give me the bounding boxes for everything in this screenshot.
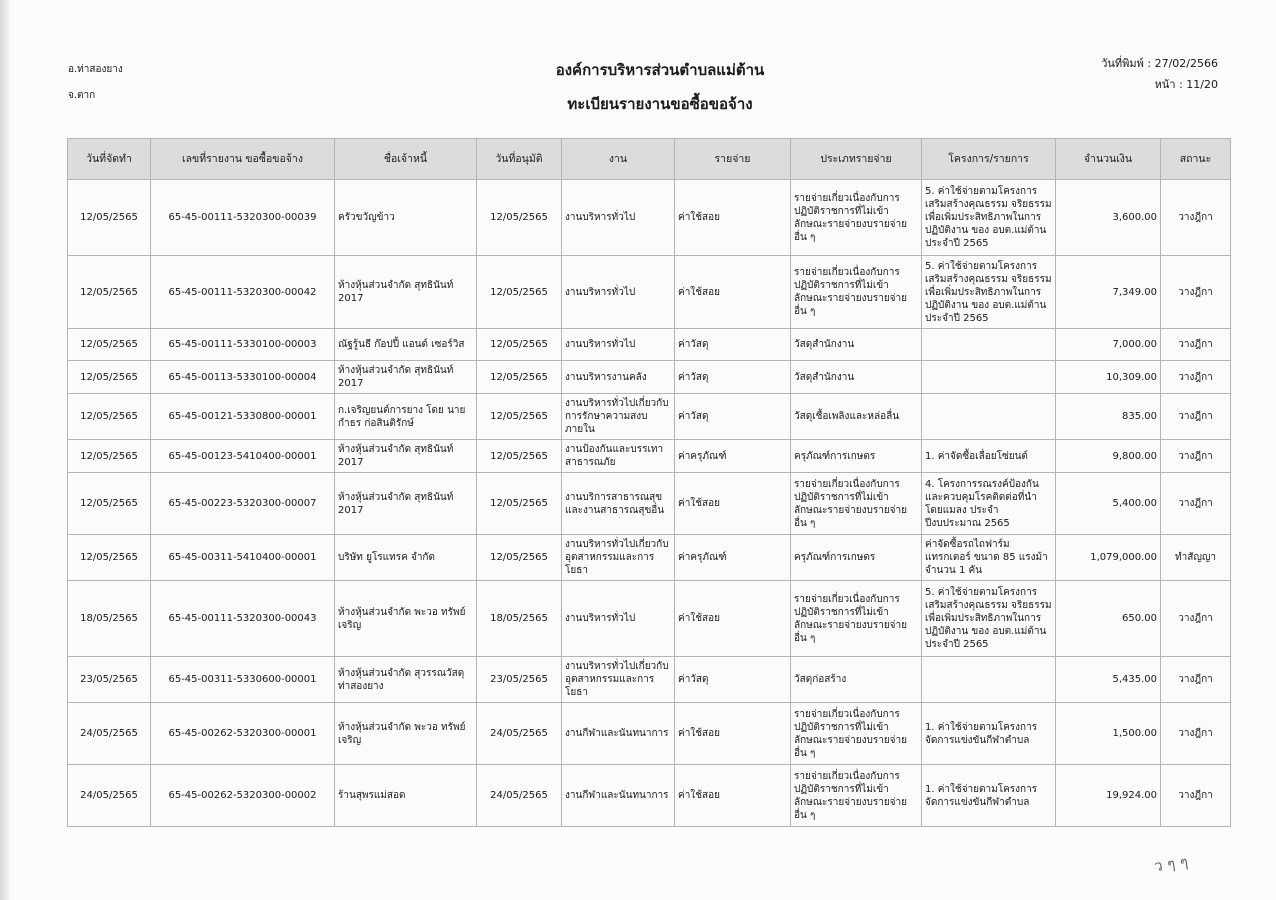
cell-creditor: ก.เจริญยนต์การยาง โดย นายกำธร ก่อสินติรักษ์ (335, 394, 477, 440)
cell-approved-date: 12/05/2565 (477, 180, 562, 256)
cell-expense-type: รายจ่ายเกี่ยวเนื่องกับการปฏิบัติราชการที่ไม่เข้าลักษณะรายจ่ายงบรายจ่ายอื่น ๆ (791, 581, 922, 657)
cell-expense-type: วัสดุสำนักงาน (791, 361, 922, 394)
cell-status: วางฎีกา (1161, 180, 1231, 256)
cell-doc-no: 65-45-00111-5330100-00003 (151, 329, 335, 361)
cell-approved-date: 12/05/2565 (477, 329, 562, 361)
cell-work: งานบริการสาธารณสุขและงานสาธารณสุขอื่น (562, 473, 675, 535)
cell-status: ทำสัญญา (1161, 535, 1231, 581)
cell-expense-type: วัสดุสำนักงาน (791, 329, 922, 361)
cell-created-date: 12/05/2565 (68, 256, 151, 329)
cell-expense: ค่าใช้สอย (675, 473, 791, 535)
table-header-row (68, 139, 1231, 180)
col-header-expense: รายจ่าย (675, 139, 791, 180)
cell-creditor: ครัวขวัญข้าว (335, 180, 477, 256)
cell-expense-type: วัสดุเชื้อเพลิงและหล่อลื่น (791, 394, 922, 440)
cell-expense: ค่าใช้สอย (675, 703, 791, 765)
cell-project: 5. ค่าใช้จ่ายตามโครงการเสริมสร้างคุณธรรม จริยธรรม เพื่อเพิ่มประสิทธิภาพในการปฏิบัติงาน ของ อบต.แม่ต้าน ประจำปี 2565 (922, 180, 1056, 256)
cell-expense: ค่าวัสดุ (675, 657, 791, 703)
cell-work: งานบริหารทั่วไปเกี่ยวกับอุตสาหกรรมและการโยธา (562, 535, 675, 581)
col-header-doc-no: เลขที่รายงาน ขอซื้อขอจ้าง (151, 139, 335, 180)
cell-approved-date: 24/05/2565 (477, 703, 562, 765)
handwritten-mark: ว ๆ ๆ (1152, 852, 1190, 876)
cell-work: งานกีฬาและนันทนาการ (562, 703, 675, 765)
cell-doc-no: 65-45-00123-5410400-00001 (151, 440, 335, 473)
cell-expense: ค่าใช้สอย (675, 180, 791, 256)
cell-doc-no: 65-45-00262-5320300-00002 (151, 765, 335, 827)
cell-amount: 3,600.00 (1056, 180, 1161, 256)
cell-project (922, 329, 1056, 361)
cell-status: วางฎีกา (1161, 765, 1231, 827)
col-header-approved-date: วันที่อนุมัติ (477, 139, 562, 180)
col-header-status: สถานะ (1161, 139, 1231, 180)
cell-doc-no: 65-45-00262-5320300-00001 (151, 703, 335, 765)
cell-status: วางฎีกา (1161, 440, 1231, 473)
cell-created-date: 12/05/2565 (68, 180, 151, 256)
cell-amount: 7,000.00 (1056, 329, 1161, 361)
cell-work: งานบริหารทั่วไปเกี่ยวกับการรักษาความสงบภายใน (562, 394, 675, 440)
cell-project: ค่าจัดซื้อรถไถฟาร์มแทรกเตอร์ ขนาด 85 แรงม้า จำนวน 1 คัน (922, 535, 1056, 581)
cell-created-date: 18/05/2565 (68, 581, 151, 657)
cell-status: วางฎีกา (1161, 473, 1231, 535)
col-header-expense-type: ประเภทรายจ่าย (791, 139, 922, 180)
cell-created-date: 23/05/2565 (68, 657, 151, 703)
cell-doc-no: 65-45-00121-5330800-00001 (151, 394, 335, 440)
cell-amount: 835.00 (1056, 394, 1161, 440)
cell-work: งานป้องกันและบรรเทาสาธารณภัย (562, 440, 675, 473)
cell-work: งานบริหารทั่วไปเกี่ยวกับอุตสาหกรรมและการโยธา (562, 657, 675, 703)
table-row (68, 473, 1231, 535)
cell-amount: 5,435.00 (1056, 657, 1161, 703)
cell-doc-no: 65-45-00111-5320300-00039 (151, 180, 335, 256)
cell-expense-type: รายจ่ายเกี่ยวเนื่องกับการปฏิบัติราชการที่ไม่เข้าลักษณะรายจ่ายงบรายจ่ายอื่น ๆ (791, 703, 922, 765)
cell-created-date: 24/05/2565 (68, 765, 151, 827)
table-row (68, 535, 1231, 581)
cell-amount: 19,924.00 (1056, 765, 1161, 827)
cell-project: 5. ค่าใช้จ่ายตามโครงการเสริมสร้างคุณธรรม จริยธรรม เพื่อเพิ่มประสิทธิภาพในการปฏิบัติงาน ของ อบต.แม่ต้าน ประจำปี 2565 (922, 256, 1056, 329)
cell-project (922, 361, 1056, 394)
table-row (68, 581, 1231, 657)
table-row (68, 765, 1231, 827)
cell-expense: ค่าครุภัณฑ์ (675, 440, 791, 473)
org-name: องค์การบริหารส่วนตำบลแม่ต้าน (555, 61, 765, 79)
cell-project: 5. ค่าใช้จ่ายตามโครงการเสริมสร้างคุณธรรม จริยธรรม เพื่อเพิ่มประสิทธิภาพในการปฏิบัติงาน ของ อบต.แม่ต้าน ประจำปี 2565 (922, 581, 1056, 657)
province-label: จ.ตาก (68, 90, 96, 101)
cell-status: วางฎีกา (1161, 703, 1231, 765)
cell-project: 1. ค่าใช้จ่ายตามโครงการจัดการแข่งขันกีฬาตำบล (922, 765, 1056, 827)
table-row (68, 394, 1231, 440)
cell-approved-date: 23/05/2565 (477, 657, 562, 703)
cell-status: วางฎีกา (1161, 361, 1231, 394)
cell-amount: 7,349.00 (1056, 256, 1161, 329)
cell-creditor: ร้านสุพรแม่สอด (335, 765, 477, 827)
cell-approved-date: 12/05/2565 (477, 256, 562, 329)
cell-status: วางฎีกา (1161, 256, 1231, 329)
cell-project: 1. ค่าใช้จ่ายตามโครงการจัดการแข่งขันกีฬาตำบล (922, 703, 1056, 765)
table-row (68, 329, 1231, 361)
report-title: ทะเบียนรายงานขอซื้อขอจ้าง (567, 95, 753, 113)
cell-creditor: ณัฐรู้นธี ก๊อปปี้ แอนด์ เซอร์วิส (335, 329, 477, 361)
cell-expense: ค่าใช้สอย (675, 765, 791, 827)
cell-approved-date: 24/05/2565 (477, 765, 562, 827)
cell-expense: ค่าครุภัณฑ์ (675, 535, 791, 581)
cell-work: งานกีฬาและนันทนาการ (562, 765, 675, 827)
cell-amount: 9,800.00 (1056, 440, 1161, 473)
cell-expense: ค่าใช้สอย (675, 256, 791, 329)
cell-creditor: ห้างหุ้นส่วนจำกัด พะวอ ทรัพย์เจริญ (335, 581, 477, 657)
cell-approved-date: 12/05/2565 (477, 535, 562, 581)
cell-expense-type: รายจ่ายเกี่ยวเนื่องกับการปฏิบัติราชการที่ไม่เข้าลักษณะรายจ่ายงบรายจ่ายอื่น ๆ (791, 473, 922, 535)
cell-expense-type: ครุภัณฑ์การเกษตร (791, 440, 922, 473)
col-header-creditor: ชื่อเจ้าหนี้ (335, 139, 477, 180)
cell-creditor: ห้างหุ้นส่วนจำกัด สุวรรณวัสดุท่าสองยาง (335, 657, 477, 703)
table-row (68, 256, 1231, 329)
cell-creditor: ห้างหุ้นส่วนจำกัด สุทธินันท์ 2017 (335, 473, 477, 535)
col-header-created-date: วันที่จัดทำ (68, 139, 151, 180)
cell-doc-no: 65-45-00311-5330600-00001 (151, 657, 335, 703)
cell-created-date: 12/05/2565 (68, 394, 151, 440)
cell-amount: 650.00 (1056, 581, 1161, 657)
cell-expense-type: รายจ่ายเกี่ยวเนื่องกับการปฏิบัติราชการที่ไม่เข้าลักษณะรายจ่ายงบรายจ่ายอื่น ๆ (791, 765, 922, 827)
cell-work: งานบริหารทั่วไป (562, 180, 675, 256)
cell-created-date: 12/05/2565 (68, 473, 151, 535)
table-row (68, 180, 1231, 256)
cell-created-date: 12/05/2565 (68, 440, 151, 473)
cell-project (922, 394, 1056, 440)
cell-approved-date: 12/05/2565 (477, 473, 562, 535)
cell-work: งานบริหารงานคลัง (562, 361, 675, 394)
cell-amount: 10,309.00 (1056, 361, 1161, 394)
cell-creditor: ห้างหุ้นส่วนจำกัด พะวอ ทรัพย์เจริญ (335, 703, 477, 765)
page-number: หน้า : 11/20 (1154, 78, 1218, 91)
col-header-work: งาน (562, 139, 675, 180)
cell-doc-no: 65-45-00111-5320300-00042 (151, 256, 335, 329)
cell-work: งานบริหารทั่วไป (562, 329, 675, 361)
table-row (68, 703, 1231, 765)
cell-doc-no: 65-45-00223-5320300-00007 (151, 473, 335, 535)
cell-status: วางฎีกา (1161, 394, 1231, 440)
cell-amount: 5,400.00 (1056, 473, 1161, 535)
cell-creditor: ห้างหุ้นส่วนจำกัด สุทธินันท์ 2017 (335, 440, 477, 473)
cell-approved-date: 12/05/2565 (477, 440, 562, 473)
cell-created-date: 24/05/2565 (68, 703, 151, 765)
cell-project: 1. ค่าจัดซื้อเลื่อยโซ่ยนต์ (922, 440, 1056, 473)
district-label: อ.ท่าสองยาง (68, 64, 123, 75)
cell-expense: ค่าวัสดุ (675, 361, 791, 394)
procurement-register-table (67, 138, 1231, 827)
cell-work: งานบริหารทั่วไป (562, 581, 675, 657)
table-row (68, 361, 1231, 394)
cell-creditor: ห้างหุ้นส่วนจำกัด สุทธินันท์ 2017 (335, 361, 477, 394)
cell-expense-type: รายจ่ายเกี่ยวเนื่องกับการปฏิบัติราชการที่ไม่เข้าลักษณะรายจ่ายงบรายจ่ายอื่น ๆ (791, 180, 922, 256)
cell-amount: 1,500.00 (1056, 703, 1161, 765)
scan-edge (0, 0, 10, 900)
table-row (68, 440, 1231, 473)
cell-expense: ค่าใช้สอย (675, 581, 791, 657)
cell-approved-date: 18/05/2565 (477, 581, 562, 657)
cell-approved-date: 12/05/2565 (477, 394, 562, 440)
cell-amount: 1,079,000.00 (1056, 535, 1161, 581)
cell-created-date: 12/05/2565 (68, 329, 151, 361)
table-body (68, 180, 1231, 827)
cell-status: วางฎีกา (1161, 581, 1231, 657)
cell-expense-type: รายจ่ายเกี่ยวเนื่องกับการปฏิบัติราชการที่ไม่เข้าลักษณะรายจ่ายงบรายจ่ายอื่น ๆ (791, 256, 922, 329)
cell-status: วางฎีกา (1161, 329, 1231, 361)
cell-created-date: 12/05/2565 (68, 361, 151, 394)
cell-created-date: 12/05/2565 (68, 535, 151, 581)
cell-project: 4. โครงการรณรงค์ป้องกันและควบคุมโรคติดต่อที่นำโดยแมลง ประจำปีงบประมาณ 2565 (922, 473, 1056, 535)
col-header-project: โครงการ/รายการ (922, 139, 1056, 180)
cell-work: งานบริหารทั่วไป (562, 256, 675, 329)
cell-doc-no: 65-45-00113-5330100-00004 (151, 361, 335, 394)
cell-expense: ค่าวัสดุ (675, 394, 791, 440)
cell-expense-type: วัสดุก่อสร้าง (791, 657, 922, 703)
print-date: วันที่พิมพ์ : 27/02/2566 (1101, 57, 1218, 70)
cell-expense-type: ครุภัณฑ์การเกษตร (791, 535, 922, 581)
cell-doc-no: 65-45-00111-5320300-00043 (151, 581, 335, 657)
cell-doc-no: 65-45-00311-5410400-00001 (151, 535, 335, 581)
col-header-amount: จำนวนเงิน (1056, 139, 1161, 180)
table-row (68, 657, 1231, 703)
cell-status: วางฎีกา (1161, 657, 1231, 703)
cell-expense: ค่าวัสดุ (675, 329, 791, 361)
cell-approved-date: 12/05/2565 (477, 361, 562, 394)
cell-creditor: บริษัท ยูโรแทรค จำกัด (335, 535, 477, 581)
cell-project (922, 657, 1056, 703)
cell-creditor: ห้างหุ้นส่วนจำกัด สุทธินันท์ 2017 (335, 256, 477, 329)
